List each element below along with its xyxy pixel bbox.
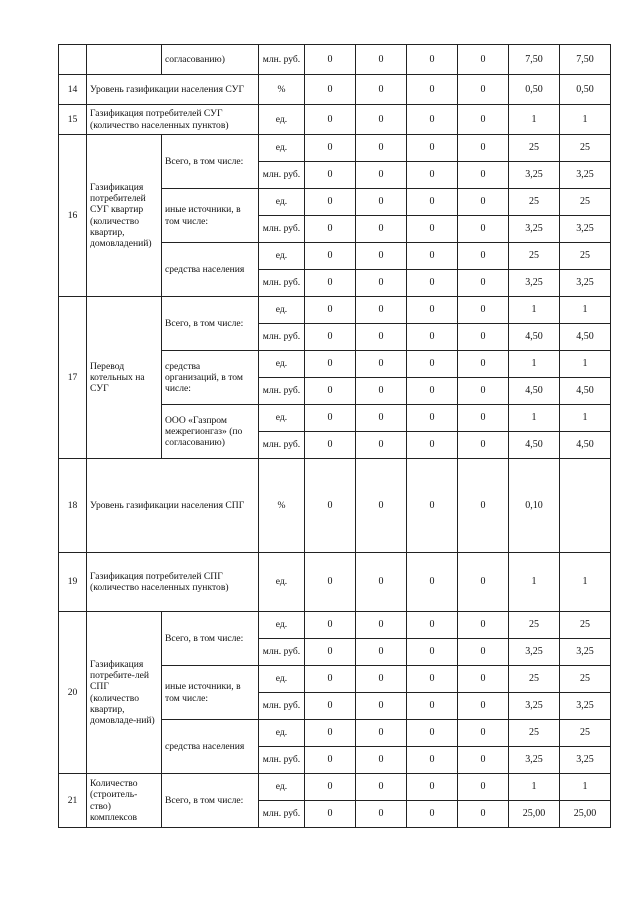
unit-cell: ед.	[259, 135, 305, 162]
value-cell: 3,25	[560, 639, 611, 666]
value-cell: 0	[356, 135, 407, 162]
value-cell: 3,25	[560, 216, 611, 243]
value-cell: 0	[407, 324, 458, 351]
value-cell: 0	[407, 378, 458, 405]
value-cell: 4,50	[560, 378, 611, 405]
value-cell: 0	[407, 162, 458, 189]
value-cell: 3,25	[509, 747, 560, 774]
value-cell: 0	[407, 553, 458, 612]
value-cell: 0	[458, 693, 509, 720]
source-label: согласованию)	[162, 45, 259, 75]
value-cell: 0	[305, 216, 356, 243]
value-cell: 1	[560, 405, 611, 432]
value-cell: 4,50	[560, 432, 611, 459]
table-row	[59, 75, 611, 105]
value-cell: 1	[560, 105, 611, 135]
value-cell: 0	[458, 243, 509, 270]
source-label: Всего, в том числе:	[162, 135, 259, 189]
value-cell: 0	[305, 459, 356, 553]
value-cell: 1	[509, 405, 560, 432]
value-cell: 0	[458, 666, 509, 693]
value-cell: 25	[560, 189, 611, 216]
source-label: иные источники, в том числе:	[162, 666, 259, 720]
value-cell: 0	[407, 612, 458, 639]
value-cell: 0,10	[509, 459, 560, 553]
value-cell: 0	[458, 45, 509, 75]
value-cell: 3,25	[560, 162, 611, 189]
unit-cell: ед.	[259, 297, 305, 324]
value-cell: 25	[560, 135, 611, 162]
value-cell: 4,50	[509, 378, 560, 405]
value-cell: 0	[458, 378, 509, 405]
unit-cell: млн. руб.	[259, 270, 305, 297]
table-cell	[87, 45, 162, 75]
value-cell: 0	[407, 105, 458, 135]
unit-cell: млн. руб.	[259, 693, 305, 720]
value-cell: 0	[356, 774, 407, 801]
unit-cell: ед.	[259, 189, 305, 216]
value-cell: 0	[305, 612, 356, 639]
source-label: средства населения	[162, 720, 259, 774]
value-cell: 0	[305, 747, 356, 774]
value-cell: 0	[305, 243, 356, 270]
value-cell: 0	[305, 162, 356, 189]
value-cell: 25	[509, 612, 560, 639]
unit-cell: ед.	[259, 105, 305, 135]
value-cell: 0	[356, 432, 407, 459]
value-cell: 0	[305, 801, 356, 828]
table-cell	[59, 45, 87, 75]
value-cell: 0	[305, 553, 356, 612]
source-label: иные источники, в том числе:	[162, 189, 259, 243]
row-number: 15	[59, 105, 87, 135]
value-cell: 0	[305, 105, 356, 135]
row-number: 21	[59, 774, 87, 828]
value-cell: 0	[407, 774, 458, 801]
value-cell: 0	[305, 774, 356, 801]
value-cell: 0	[458, 324, 509, 351]
value-cell: 1	[560, 351, 611, 378]
value-cell: 0	[356, 75, 407, 105]
value-cell: 0	[407, 270, 458, 297]
value-cell: 1	[560, 774, 611, 801]
value-cell: 0	[407, 720, 458, 747]
indicator-name: Уровень газификации населения СУГ	[87, 75, 259, 105]
unit-cell: млн. руб.	[259, 639, 305, 666]
unit-cell: ед.	[259, 351, 305, 378]
indicator-name: Перевод котельных на СУГ	[87, 297, 162, 459]
value-cell: 0	[305, 324, 356, 351]
value-cell: 0	[305, 270, 356, 297]
value-cell: 0	[407, 75, 458, 105]
value-cell: 0	[458, 105, 509, 135]
value-cell: 0	[305, 405, 356, 432]
unit-cell: млн. руб.	[259, 747, 305, 774]
value-cell: 1	[509, 553, 560, 612]
value-cell: 0	[356, 378, 407, 405]
value-cell: 0,50	[560, 75, 611, 105]
value-cell: 0	[305, 378, 356, 405]
value-cell: 25	[509, 243, 560, 270]
value-cell: 0	[305, 666, 356, 693]
value-cell: 0	[305, 297, 356, 324]
value-cell: 0	[356, 297, 407, 324]
value-cell: 0	[407, 405, 458, 432]
value-cell: 0	[407, 747, 458, 774]
value-cell: 1	[560, 553, 611, 612]
value-cell: 0	[458, 612, 509, 639]
value-cell: 3,25	[560, 270, 611, 297]
table-row	[59, 105, 611, 135]
value-cell: 0	[356, 216, 407, 243]
value-cell: 0	[458, 801, 509, 828]
source-label: Всего, в том числе:	[162, 297, 259, 351]
indicators-table	[58, 44, 611, 828]
value-cell: 1	[560, 297, 611, 324]
indicator-name: Газификация потребителей СУГ квартир (количество квартир, домовладений)	[87, 135, 162, 297]
value-cell: 0	[305, 639, 356, 666]
value-cell: 0	[305, 351, 356, 378]
unit-cell: ед.	[259, 774, 305, 801]
row-number: 16	[59, 135, 87, 297]
value-cell: 0	[305, 693, 356, 720]
value-cell: 25	[560, 243, 611, 270]
value-cell: 7,50	[509, 45, 560, 75]
unit-cell: %	[259, 459, 305, 553]
table-row	[59, 45, 611, 75]
value-cell: 0	[356, 693, 407, 720]
unit-cell: млн. руб.	[259, 324, 305, 351]
value-cell: 4,50	[509, 324, 560, 351]
source-label: средства организаций, в том числе:	[162, 351, 259, 405]
value-cell: 0	[356, 270, 407, 297]
value-cell: 3,25	[509, 216, 560, 243]
value-cell: 0	[407, 243, 458, 270]
value-cell: 1	[509, 297, 560, 324]
value-cell: 0	[356, 553, 407, 612]
source-label: Всего, в том числе:	[162, 774, 259, 828]
value-cell: 3,25	[509, 693, 560, 720]
table-row	[59, 553, 611, 612]
value-cell: 3,25	[509, 162, 560, 189]
value-cell: 0	[356, 243, 407, 270]
row-number: 20	[59, 612, 87, 774]
row-number: 19	[59, 553, 87, 612]
value-cell: 0	[305, 720, 356, 747]
value-cell: 0	[407, 801, 458, 828]
value-cell: 0	[407, 189, 458, 216]
value-cell: 0	[356, 351, 407, 378]
value-cell: 0	[458, 553, 509, 612]
table-body	[59, 45, 611, 828]
value-cell: 0	[407, 297, 458, 324]
value-cell: 0	[458, 162, 509, 189]
value-cell: 0	[356, 189, 407, 216]
value-cell: 1	[509, 105, 560, 135]
value-cell: 0	[305, 189, 356, 216]
unit-cell: млн. руб.	[259, 378, 305, 405]
value-cell: 0	[356, 639, 407, 666]
value-cell: 0	[305, 45, 356, 75]
value-cell: 0	[407, 351, 458, 378]
table-row	[59, 135, 611, 162]
unit-cell: млн. руб.	[259, 162, 305, 189]
value-cell: 1	[509, 774, 560, 801]
row-number: 17	[59, 297, 87, 459]
value-cell: 3,25	[509, 639, 560, 666]
value-cell: 0	[458, 351, 509, 378]
value-cell: 25	[560, 720, 611, 747]
value-cell: 0	[407, 45, 458, 75]
value-cell: 0	[407, 432, 458, 459]
value-cell: 4,50	[509, 432, 560, 459]
value-cell: 0	[356, 720, 407, 747]
unit-cell: ед.	[259, 720, 305, 747]
table-row	[59, 612, 611, 639]
value-cell: 0	[305, 75, 356, 105]
value-cell: 0	[458, 459, 509, 553]
value-cell: 7,50	[560, 45, 611, 75]
value-cell: 0	[458, 75, 509, 105]
indicator-name: Газификация потребителей СУГ (количество населенных пунктов)	[87, 105, 259, 135]
value-cell: 0	[356, 324, 407, 351]
value-cell: 0	[407, 216, 458, 243]
value-cell: 0	[356, 747, 407, 774]
value-cell: 0	[407, 135, 458, 162]
unit-cell: ед.	[259, 666, 305, 693]
value-cell: 25	[560, 612, 611, 639]
value-cell: 25	[509, 135, 560, 162]
value-cell: 0	[458, 135, 509, 162]
unit-cell: %	[259, 75, 305, 105]
unit-cell: млн. руб.	[259, 432, 305, 459]
unit-cell: млн. руб.	[259, 216, 305, 243]
value-cell: 0	[458, 774, 509, 801]
value-cell: 25,00	[509, 801, 560, 828]
unit-cell: млн. руб.	[259, 801, 305, 828]
value-cell: 0	[458, 189, 509, 216]
unit-cell: ед.	[259, 243, 305, 270]
value-cell: 0	[458, 405, 509, 432]
value-cell: 1	[509, 351, 560, 378]
value-cell: 25	[509, 189, 560, 216]
table-row	[59, 459, 611, 553]
indicator-name: Уровень газификации населения СПГ	[87, 459, 259, 553]
value-cell: 0	[356, 405, 407, 432]
value-cell: 0	[356, 459, 407, 553]
value-cell: 0	[356, 612, 407, 639]
row-number: 14	[59, 75, 87, 105]
indicator-name: Газификация потребите-лей СПГ (количество квартир, домовладе-ний)	[87, 612, 162, 774]
value-cell: 0	[407, 693, 458, 720]
value-cell: 0	[407, 666, 458, 693]
source-label: Всего, в том числе:	[162, 612, 259, 666]
value-cell: 0	[305, 432, 356, 459]
indicator-name: Газификация потребителей СПГ (количество населенных пунктов)	[87, 553, 259, 612]
value-cell: 0	[458, 270, 509, 297]
value-cell: 0	[458, 432, 509, 459]
unit-cell: ед.	[259, 612, 305, 639]
value-cell: 0	[458, 747, 509, 774]
source-label: ООО «Газпром межрегионгаз» (по согласованию)	[162, 405, 259, 459]
value-cell: 0	[458, 720, 509, 747]
unit-cell: ед.	[259, 405, 305, 432]
value-cell: 25	[560, 666, 611, 693]
value-cell: 0	[458, 639, 509, 666]
unit-cell: млн. руб.	[259, 45, 305, 75]
value-cell	[560, 459, 611, 553]
value-cell: 25	[509, 720, 560, 747]
row-number: 18	[59, 459, 87, 553]
value-cell: 0	[305, 135, 356, 162]
value-cell: 0	[356, 45, 407, 75]
unit-cell: ед.	[259, 553, 305, 612]
value-cell: 0,50	[509, 75, 560, 105]
source-label: средства населения	[162, 243, 259, 297]
value-cell: 0	[407, 459, 458, 553]
value-cell: 3,25	[509, 270, 560, 297]
value-cell: 4,50	[560, 324, 611, 351]
indicator-name: Количество (строитель-ство) комплексов	[87, 774, 162, 828]
value-cell: 0	[356, 105, 407, 135]
value-cell: 25,00	[560, 801, 611, 828]
value-cell: 0	[458, 216, 509, 243]
value-cell: 0	[356, 162, 407, 189]
value-cell: 0	[356, 666, 407, 693]
value-cell: 3,25	[560, 747, 611, 774]
value-cell: 0	[356, 801, 407, 828]
value-cell: 0	[407, 639, 458, 666]
value-cell: 3,25	[560, 693, 611, 720]
value-cell: 0	[458, 297, 509, 324]
table-row	[59, 774, 611, 801]
table-row	[59, 297, 611, 324]
value-cell: 25	[509, 666, 560, 693]
